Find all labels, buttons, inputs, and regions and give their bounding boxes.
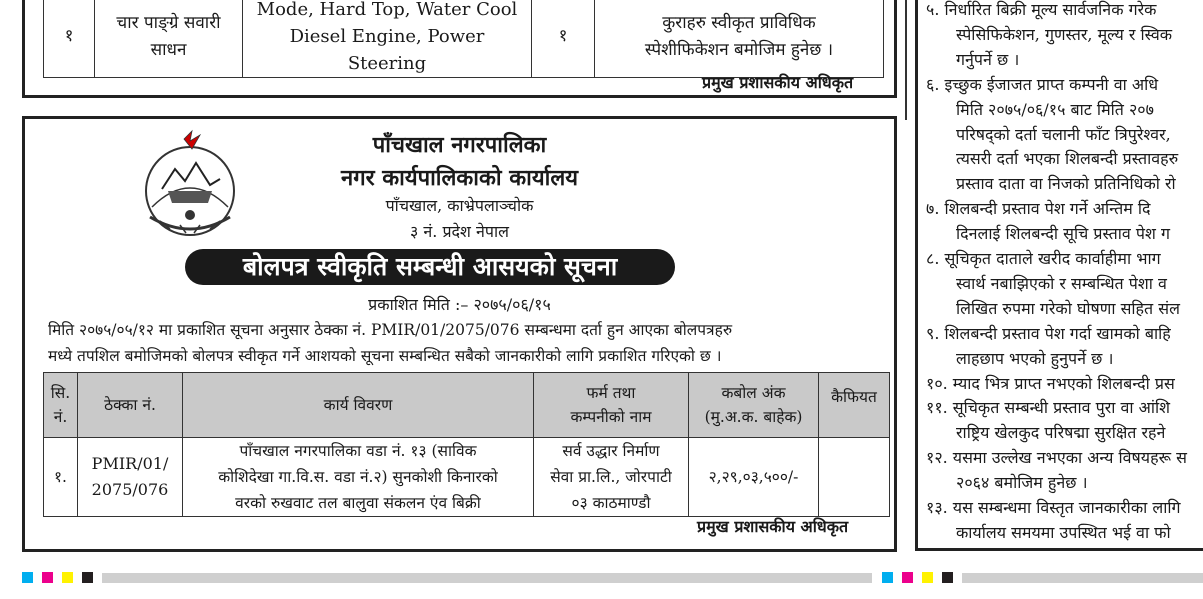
remarks-cell <box>595 0 884 78</box>
yellow-print-mark <box>922 572 933 583</box>
vehicle-type-line: साधन <box>150 39 187 60</box>
remarks-line: स्पेशीफिकेशन बमोजिम हुनेछ । <box>644 39 834 60</box>
row-contract-no: PMIR/01/ 2075/076 <box>78 438 183 517</box>
org-name: पाँचखाल नगरपालिका <box>372 132 547 158</box>
row-remarks <box>819 438 890 517</box>
paragraph-line: मिति २०७५/०५/१२ मा प्रकाशित सूचना अनुसार ठेक्का नं. PMIR/01/2075/076 सम्बन्धमा दर्ता हुन आएका बोलपत्रहरु <box>48 321 733 339</box>
right-column-line: गर्नुपर्ने छ । <box>956 49 1020 69</box>
top-signature: प्रमुख प्रशासकीय अधिकृत <box>702 73 854 92</box>
row-work-description: पाँचखाल नगरपालिका वडा नं. १३ (साविक कोशिदेखा गा.वि.स. वडा नं.२) सुनकोशी किनारको वरको रुखवाट तल बालुवा संकलन एंव बिक्री <box>183 438 534 517</box>
published-date: प्रकाशित मिति :– २०७५/०६/१५ <box>368 295 551 314</box>
table-header-row <box>44 373 890 438</box>
header-sn: सि. नं. <box>44 373 78 438</box>
yellow-print-mark <box>62 572 73 583</box>
right-column-line: लिखित रुपमा गरेको घोषणा सहित संल <box>956 298 1180 318</box>
province: ३ नं. प्रदेश नेपाल <box>410 222 509 241</box>
right-column-line: स्वार्थ नबाझिएको र सम्बन्धित पेशा व <box>956 273 1167 293</box>
gray-print-bar <box>962 573 1203 583</box>
right-column-line: प्रस्ताव दाता वा निजको प्रतिनिधिको रो <box>956 174 1176 194</box>
row-firm: सर्व उद्धार निर्माण सेवा प्रा.लि., जोरपाटी ०३ काठमाण्डौ <box>534 438 689 517</box>
right-column-line: १०. म्याद भित्र प्राप्त नभएको शिलबन्दी प्रस <box>926 373 1175 393</box>
header-contract-no: ठेक्का नं. <box>78 373 183 438</box>
paragraph-line: मध्ये तपशिल बमोजिमको बोलपत्र स्वीकृत गर्ने आशयको सूचना सम्बन्धित सबैको जानकारीको लागि प्रकाशित गरिएको छ । <box>48 347 722 365</box>
right-column-line: कार्यालय समयमा उपस्थित भई वा फो <box>956 522 1171 542</box>
vehicle-type-cell <box>95 0 243 78</box>
right-column-line: मिति २०७५/०६/१५ बाट मिति २०७ <box>956 99 1154 119</box>
bid-approval-notice <box>22 116 897 552</box>
right-column-line: १३. यस सम्बन्धमा विस्तृत जानकारीका लागि <box>926 498 1181 517</box>
right-column-line: ७. शिलबन्दी प्रस्ताव पेश गर्ने अन्तिम दि <box>926 199 1151 219</box>
office-name: नगर कार्यपालिकाको कार्यालय <box>341 165 578 191</box>
spec-line: Diesel Engine, Power Steering <box>289 26 485 74</box>
spec-line: Mode, Hard Top, Water Cool <box>256 0 518 20</box>
cyan-print-mark <box>882 572 893 583</box>
quantity-cell: १ <box>532 0 595 78</box>
table-row <box>44 0 884 78</box>
right-column-line: ८. सूचिकृत दाताले खरीद कार्वाहीमा भाग <box>926 249 1161 268</box>
previous-notice-box <box>22 0 897 98</box>
column-divider <box>905 0 907 120</box>
row-sn: १. <box>44 438 78 517</box>
header-bid-amount: कबोल अंक (मु.अ.क. बाहेक) <box>689 373 819 438</box>
table-row <box>44 438 890 517</box>
right-column-line: लाहछाप भएको हुनुपर्ने छ । <box>956 348 1114 368</box>
row-amount: २,२९,०३,५००/- <box>689 438 819 517</box>
notice-paragraph <box>48 317 878 369</box>
right-column-line: परिषद्को दर्ता चलानी फाँट त्रिपुरेश्वर, <box>956 124 1171 144</box>
right-column-line: ५. निर्धारित बिक्री मूल्य सार्वजनिक गरेक <box>926 0 1157 19</box>
magenta-print-mark <box>902 572 913 583</box>
cyan-print-mark <box>22 572 33 583</box>
address: पाँचखाल, काभ्रेपलाञ्चोक <box>385 196 534 215</box>
right-column-line: ६. इच्छुक ईजाजत प्राप्त कम्पनी वा अधि <box>926 74 1159 94</box>
header-remarks: कैफियत <box>819 373 890 438</box>
remarks-line: कुराहरु स्वीकृत प्राविधिक <box>662 12 816 33</box>
sn-cell: १ <box>44 0 95 78</box>
notice-title: बोलपत्र स्वीकृति सम्बन्धी आसयको सूचना <box>185 249 675 285</box>
right-column-line: त्यसरी दर्ता भएका शिलबन्दी प्रस्तावहरु <box>956 149 1179 169</box>
bid-table <box>43 372 890 517</box>
header-firm: फर्म तथा कम्पनीको नाम <box>534 373 689 438</box>
right-column-notice <box>915 0 1203 551</box>
right-column-line: ११. सूचिकृत सम्बन्धी प्रस्ताव पुरा वा आंशि <box>926 398 1171 418</box>
gray-print-bar <box>102 573 872 583</box>
right-column-line: २०६४ बमोजिम हुनेछ । <box>956 473 1088 493</box>
right-column-line: राष्ट्रिय खेलकुद परिषद्मा सुरक्षित रहने <box>956 423 1166 443</box>
right-column-line: दिनलाई शिलबन्दी सूचि प्रस्ताव पेश ग <box>956 224 1170 244</box>
header-work-description: कार्य विवरण <box>183 373 534 438</box>
right-column-line: १२. यसमा उल्लेख नभएका अन्य विषयहरू स <box>926 448 1187 468</box>
black-print-mark <box>82 572 93 583</box>
notice-signature: प्रमुख प्रशासकीय अधिकृत <box>697 517 849 536</box>
vehicle-type-line: चार पाङ्ग्रे सवारी <box>116 12 221 33</box>
magenta-print-mark <box>42 572 53 583</box>
right-column-line: ९. शिलबन्दी प्रस्ताव पेश गर्दा खामको बाहि <box>926 323 1171 343</box>
black-print-mark <box>942 572 953 583</box>
spec-cell <box>243 0 532 78</box>
vehicle-spec-table <box>43 0 884 78</box>
right-column-line: स्पेसिफिकेशन, गुणस्तर, मूल्य र स्विक <box>956 24 1173 44</box>
